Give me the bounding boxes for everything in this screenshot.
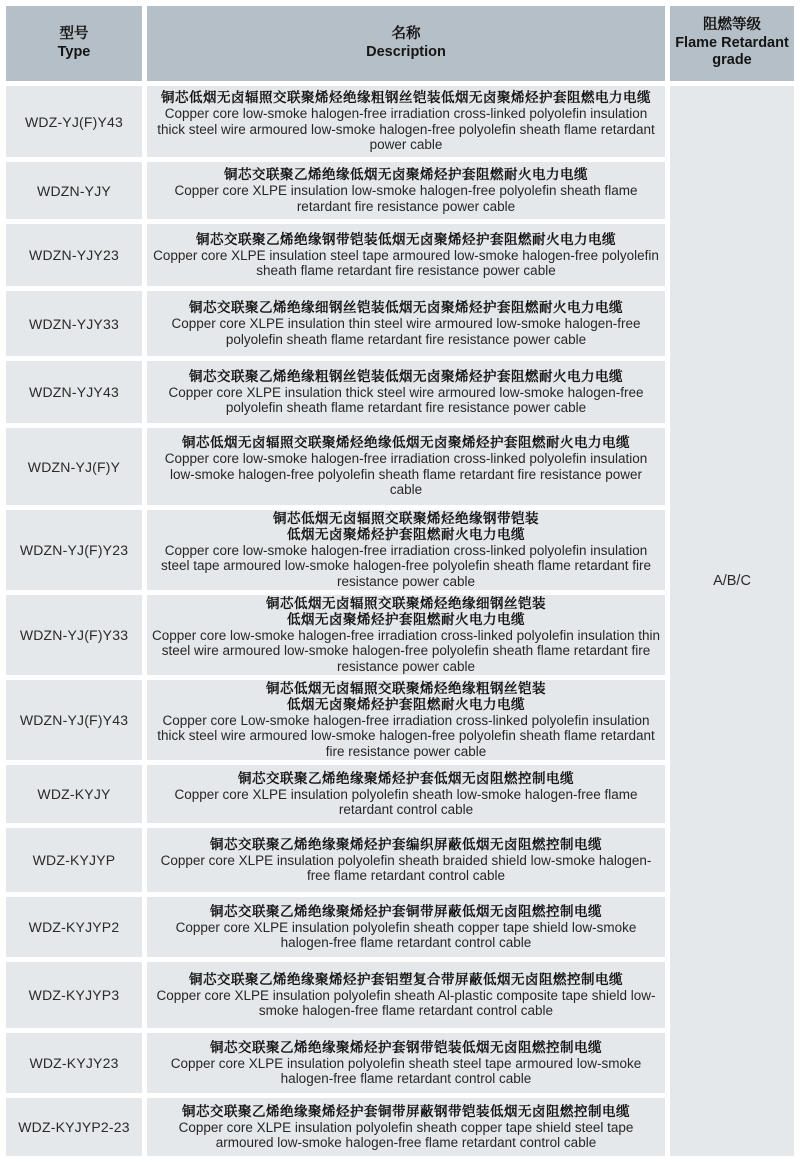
- row-description-cn: 铜芯交联聚乙烯绝缘细钢丝铠装低烟无卤聚烯烃护套阻燃耐火电力电缆: [189, 300, 623, 315]
- row-description: [147, 680, 665, 760]
- row-description-en: Copper core Low-smoke halogen-free irradiation cross-linked polyolefin insulation thick steel wire armoured low-smoke halogen-free polyolefin sheath flame retardant fire resistance power cable: [157, 712, 655, 759]
- row-description-en: Copper core low-smoke halogen-free irradiation cross-linked polyolefin insulation thin steel wire armoured low-smoke halogen-free polyolefin sheath flame retardant fire resistance power cable: [152, 627, 661, 674]
- header-description-cn: 名称: [391, 26, 421, 42]
- row-description-en: Copper core low-smoke halogen-free irradiation cross-linked polyolefin insulation thick steel wire armoured low-smoke halogen-free polyolefin sheath flame retardant power cable: [157, 106, 655, 153]
- row-description-cn: 铜芯交联聚乙烯绝缘聚烯烃护套钢带铠装低烟无卤阻燃控制电缆: [210, 1039, 602, 1055]
- row-description-cn: 铜芯交联聚乙烯绝缘钢带铠装低烟无卤聚烯烃护套阻燃耐火电力电缆: [196, 231, 616, 247]
- row-description-en: Copper core low-smoke halogen-free irradiation cross-linked polyolefin insulation low-smoke halogen-free polyolefin sheath flame retardant fire resistance power cable: [164, 451, 648, 498]
- row-description-cn: 铜芯交联聚乙烯绝缘聚烯烃护套铝塑复合带屏蔽低烟无卤阻燃控制电缆: [189, 971, 623, 987]
- row-description: [147, 1033, 665, 1093]
- row-description-cn: 铜芯交联聚乙烯绝缘低烟无卤聚烯烃护套阻燃耐火电力电缆: [224, 167, 588, 182]
- row-description: [147, 595, 665, 675]
- row-description-en: Copper core XLPE insulation polyolefin sheath braided shield low-smoke halogen-free flame retardant control cable: [160, 852, 652, 883]
- row-description: [147, 224, 665, 286]
- row-description-cn: 铜芯交联聚乙烯绝缘聚烯烃护套铜带屏蔽钢带铠装低烟无卤阻燃控制电缆: [182, 1103, 630, 1119]
- row-description: [147, 828, 665, 892]
- row-description-cn: 铜芯低烟无卤辐照交联聚烯烃绝缘钢带铠装: [273, 510, 539, 526]
- row-description-en: Copper core XLPE insulation thin steel wire armoured low-smoke halogen-free polyolefin sheath flame retardant fire resistance power cable: [171, 316, 641, 347]
- row-description-cn: 铜芯交联聚乙烯绝缘聚烯烃护套铜带屏蔽低烟无卤阻燃控制电缆: [210, 903, 602, 919]
- header-type-en: Type: [57, 43, 91, 60]
- row-description-cn: 铜芯交联聚乙烯绝缘聚烯烃护套编织屏蔽低烟无卤阻燃控制电缆: [210, 836, 602, 852]
- header-description: [147, 6, 665, 81]
- row-description-en: Copper core XLPE insulation polyolefin sheath low-smoke halogen-free flame retardant control cable: [174, 786, 638, 817]
- row-description-cn: 铜芯交联聚乙烯绝缘粗钢丝铠装低烟无卤聚烯烃护套阻燃耐火电力电缆: [189, 368, 623, 384]
- row-type-code: WDZN-YJ(F)Y43: [6, 680, 142, 760]
- row-type-code: WDZN-YJ(F)Y: [6, 428, 142, 505]
- row-type-code: WDZN-YJY43: [6, 361, 142, 423]
- header-flame-retardant-grade: [670, 6, 794, 81]
- row-description-cn: 铜芯低烟无卤辐照交联聚烯烃绝缘粗钢丝铠装: [266, 680, 546, 696]
- row-description-en: Copper core XLPE insulation polyolefin sheath copper tape shield steel tape armoured low-smoke halogen-free flame retardant control cable: [178, 1119, 634, 1150]
- row-type-code: WDZ-YJ(F)Y43: [6, 86, 142, 157]
- row-type-code: WDZN-YJY23: [6, 224, 142, 286]
- row-description-cn: 铜芯低烟无卤辐照交联聚烯烃绝缘低烟无卤聚烯烃护套阻燃耐火电力电缆: [182, 435, 630, 451]
- row-description-en: Copper core XLPE insulation polyolefin sheath Al-plastic composite tape shield low-smoke halogen-free flame retardant control cable: [156, 987, 656, 1018]
- row-description-cn: 低烟无卤聚烯烃护套阻燃耐火电力电缆: [287, 696, 525, 712]
- row-type-code: WDZ-KYJYP3: [6, 962, 142, 1028]
- row-description: [147, 1098, 665, 1156]
- row-type-code: WDZ-KYJY23: [6, 1033, 142, 1093]
- row-description-cn: 低烟无卤聚烯烃护套阻燃耐火电力电缆: [287, 611, 525, 627]
- row-description-cn: 铜芯交联聚乙烯绝缘聚烯烃护套低烟无卤阻燃控制电缆: [238, 770, 574, 786]
- row-description-en: Copper core low-smoke halogen-free irradiation cross-linked polyolefin insulation steel tape armoured low-smoke halogen-free polyolefin sheath flame retardant fire resistance power cable: [160, 542, 651, 589]
- row-description: [147, 86, 665, 157]
- row-type-code: WDZN-YJY33: [6, 291, 142, 356]
- row-description-en: Copper core XLPE insulation steel tape armoured low-smoke halogen-free polyolefin sheath flame retardant fire resistance power cable: [153, 247, 659, 278]
- row-description: [147, 428, 665, 505]
- row-description: [147, 291, 665, 356]
- header-grade-cn: 阻燃等级: [703, 17, 761, 34]
- row-description: [147, 962, 665, 1028]
- row-type-code: WDZ-KYJYP2-23: [6, 1098, 142, 1156]
- row-type-code: WDZN-YJ(F)Y23: [6, 510, 142, 590]
- header-type-cn: 型号: [59, 26, 89, 42]
- row-description: [147, 162, 665, 219]
- row-description-cn: 铜芯低烟无卤辐照交联聚烯烃绝缘细钢丝铠装: [266, 595, 546, 611]
- row-type-code: WDZN-YJY: [6, 162, 142, 219]
- header-grade-en: Flame Retardant grade: [675, 34, 789, 69]
- row-description-en: Copper core XLPE insulation polyolefin sheath steel tape armoured low-smoke halogen-free flame retardant control cable: [170, 1055, 642, 1086]
- row-description-cn: 铜芯低烟无卤辐照交联聚烯烃绝缘粗钢丝铠装低烟无卤聚烯烃护套阻燃电力电缆: [161, 90, 651, 106]
- header-type: [6, 6, 142, 81]
- row-type-code: WDZ-KYJYP2: [6, 897, 142, 957]
- row-description-cn: 低烟无卤聚烯烃护套阻燃耐火电力电缆: [287, 526, 525, 542]
- row-description-en: Copper core XLPE insulation low-smoke halogen-free polyolefin sheath flame retardant fire resistance power cable: [174, 183, 638, 214]
- row-type-code: WDZ-KYJYP: [6, 828, 142, 892]
- row-description: [147, 897, 665, 957]
- row-description: [147, 510, 665, 590]
- flame-retardant-grade-value: A/B/C: [670, 86, 794, 1156]
- row-type-code: WDZ-KYJY: [6, 765, 142, 823]
- header-description-en: Description: [366, 43, 446, 60]
- row-type-code: WDZN-YJ(F)Y33: [6, 595, 142, 675]
- row-description: [147, 765, 665, 823]
- row-description: [147, 361, 665, 423]
- row-description-en: Copper core XLPE insulation thick steel wire armoured low-smoke halogen-free polyolefin sheath flame retardant fire resistance power cable: [168, 384, 644, 415]
- row-description-en: Copper core XLPE insulation polyolefin sheath copper tape shield low-smoke halogen-free flame retardant control cable: [175, 919, 637, 950]
